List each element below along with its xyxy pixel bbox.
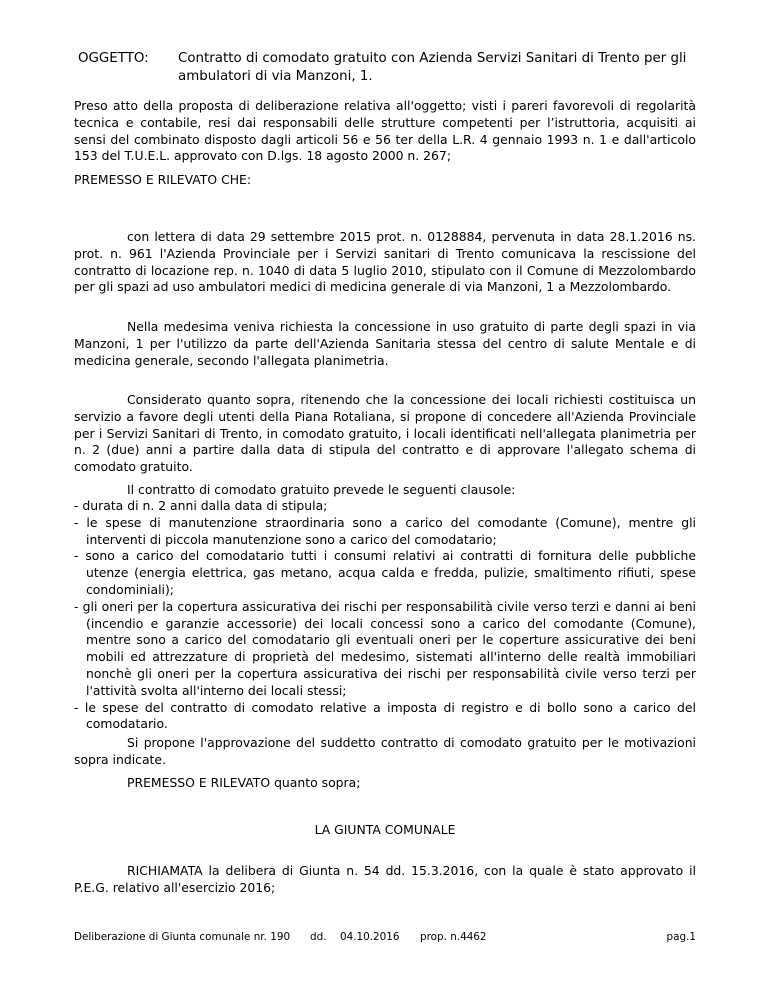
- premesso-heading: PREMESSO E RILEVATO CHE:: [74, 172, 252, 187]
- list-item: - durata di n. 2 anni dalla data di stipula;: [74, 498, 696, 515]
- paragraph-request: Nella medesima veniva richiesta la concessione in uso gratuito di parte degli spazi in via Manzoni, 1 per l'utilizzo da parte dell'Azienda Sanitaria stessa del centro di salute Mentale e di medicina generale, secondo l'allegata planimetria.: [74, 319, 696, 368]
- paragraph-clauses-intro: Il contratto di comodato gratuito prevede le seguenti clausole:: [127, 482, 516, 497]
- paragraph-considerato: Considerato quanto sopra, ritenendo che la concessione dei locali richiesti costituisca un servizio a favore degli utenti della Piana Rotaliana, si propone di concedere all'Azienda Provinciale per i Servizi Sanitari di Trento, in comodato gratuito, i locali identificati nell'allegata planimetria per n. 2 (due) anni a partire dalla data di stipula del contratto e di approvare l'allegato schema di comodato gratuito.: [74, 392, 696, 475]
- document-page: [74, 0, 696, 994]
- clauses-list: [74, 498, 696, 733]
- list-item: - gli oneri per la copertura assicurativa dei rischi per responsabilità civile verso terzi e danni ai beni (incendio e garanzie accessorie) dei locali concessi sono a carico del comodante (Comune), mentre sono a carico del comodatario gli eventuali oneri per le coperture assicurative dei beni mobili ed attrezzature di proprietà del medesimo, sistemati all'interno delle realtà immobiliari nonchè gli oneri per la copertura assicurativa dei rischi per responsabilità civile verso terzi per l'attività svolta all'interno dei locali stessi;: [74, 599, 696, 700]
- paragraph-letter: con lettera di data 29 settembre 2015 prot. n. 0128884, pervenuta in data 28.1.2016 ns. prot. n. 961 l'Azienda Provinciale per i Servizi sanitari di Trento comunicava la rescissione del contratto di locazione rep. n. 1040 di data 5 luglio 2010, stipulato con il Comune di Mezzolombardo per gli spazi ad uso ambulatori medici di medicina generale di via Manzoni, 1 a Mezzolombardo.: [74, 229, 696, 295]
- footer-page-number: pag.1: [666, 931, 696, 943]
- footer-prop: prop. n.4462: [420, 931, 487, 943]
- list-item: - sono a carico del comodatario tutti i consumi relativi ai contratti di fornitura delle pubbliche utenze (energia elettrica, gas metano, acqua calda e fredda, pulizie, smaltimento rifiuti, spese condominiali);: [74, 548, 696, 598]
- list-item: - le spese del contratto di comodato relative a imposta di registro e di bollo sono a carico del comodatario.: [74, 700, 696, 734]
- preamble-paragraph: Preso atto della proposta di deliberazione relativa all'oggetto; visti i pareri favorevoli di regolarità tecnica e contabile, resi dai responsabili delle strutture competenti per l’istruttoria, acquisiti ai sensi del combinato disposto dagli articoli 56 e 56 ter della L.R. 4 gennaio 1993 n. 1 e dall'articolo 153 del T.U.E.L. approvato con D.lgs. 18 agosto 2000 n. 267;: [74, 98, 696, 164]
- list-item: - le spese di manutenzione straordinaria sono a carico del comodante (Comune), mentre gli interventi di piccola manutenzione sono a carico del comodatario;: [74, 515, 696, 549]
- giunta-heading: LA GIUNTA COMUNALE: [314, 822, 456, 837]
- subject-label: OGGETTO:: [78, 51, 149, 66]
- paragraph-premesso-sopra: PREMESSO E RILEVATO quanto sopra;: [127, 775, 361, 790]
- footer-deliberazione: Deliberazione di Giunta comunale nr. 190: [74, 931, 291, 943]
- paragraph-proposal: Si propone l'approvazione del suddetto contratto di comodato gratuito per le motivazioni sopra indicate.: [74, 735, 696, 767]
- subject-text: Contratto di comodato gratuito con Azienda Servizi Sanitari di Trento per gli ambulatori di via Manzoni, 1.: [178, 51, 687, 84]
- footer-date: 04.10.2016: [340, 931, 400, 943]
- footer-dd-label: dd.: [310, 931, 327, 943]
- paragraph-richiamata: RICHIAMATA la delibera di Giunta n. 54 dd. 15.3.2016, con la quale è stato approvato il P.E.G. relativo all'esercizio 2016;: [74, 863, 696, 895]
